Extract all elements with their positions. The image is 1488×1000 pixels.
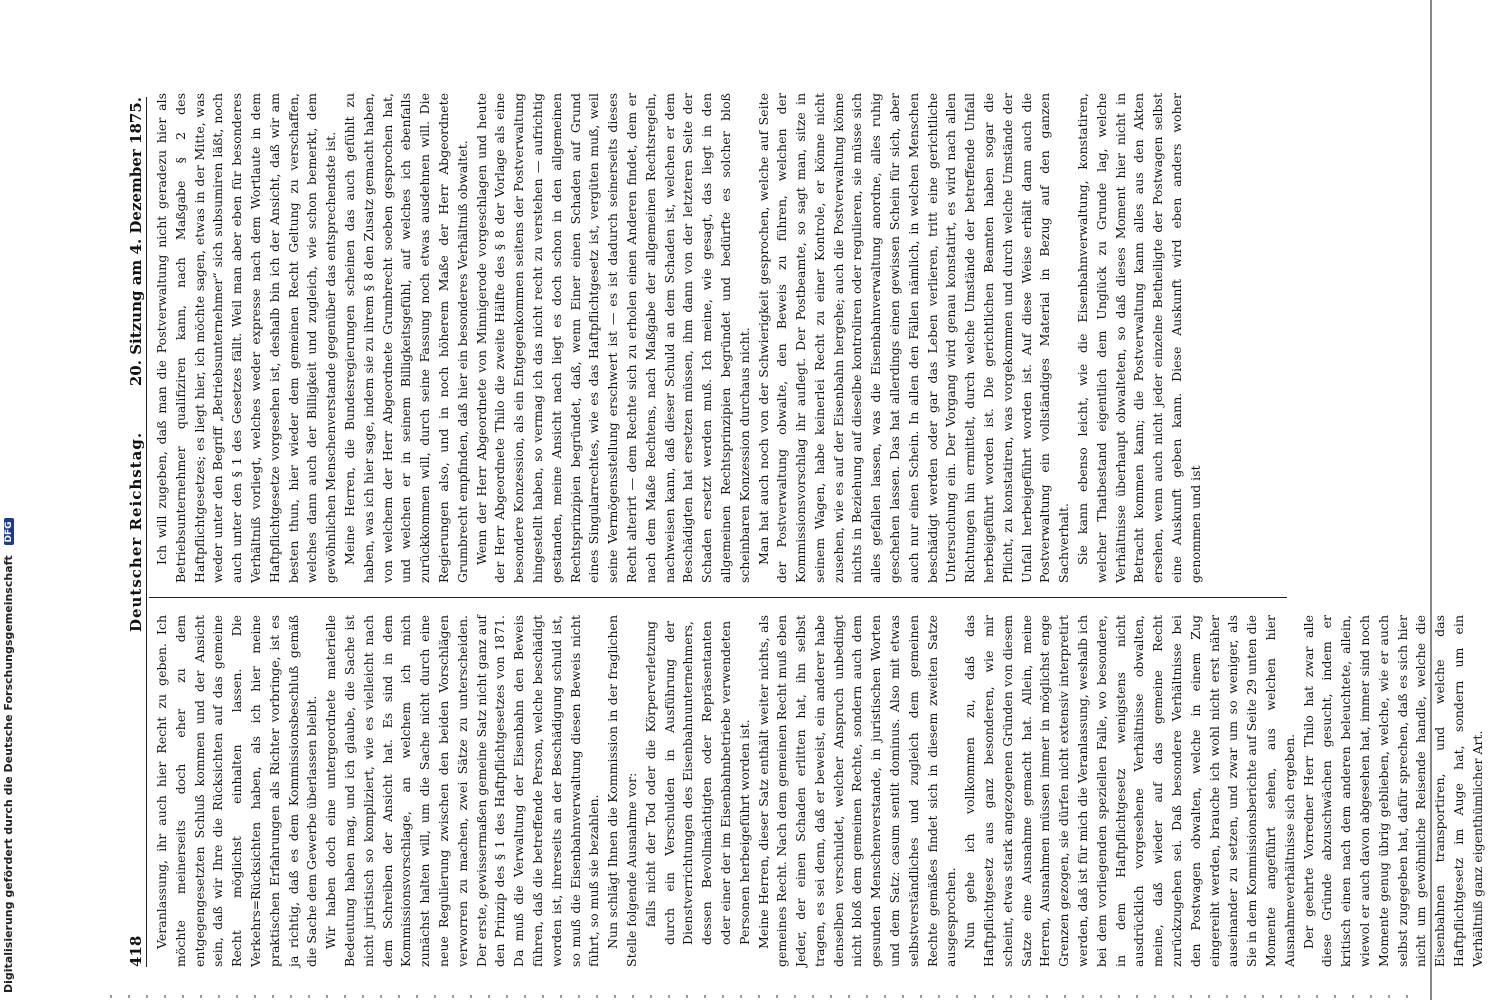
paragraph: Meine Herren, die Bundesregierungen scheinen das auch gefühlt zu haben, was ich hier sage, indem sie zu ihrem § 8 den Zusatz gemacht haben, von welchem der Herr Abgeordnete Grumbrecht soeben gesprochen hat, und welchen er in seinem Billigkeitsgefühl, auf welches ich ebenfalls zurückkommen will, durch seine Fassung noch etwas ausdehnen will. Die Regierungen also, und in noch höherem Maße der Herr Abgeordnete Grumbrecht empfinden, daß hier ein besonderes Verhältniß obwaltet. [341,93,470,583]
session-date: 20. Sitzung am 4. Dezember 1875. [127,97,145,387]
paragraph: Sie kann ebenso leicht, wie die Eisenbahnverwaltung, konstatiren, welcher Thatbestand eigentlich dem Unglück zu Grunde lag, welche Verhältnisse überhaupt obwalteten, so daß dieses Moment hier nicht in Betracht kommen kann; die Postverwaltung kann alles aus den Akten ersehen, wenn auch nicht jeder einzelne Betheiligte der Postwagen selbst eine Auskunft geben kann. Diese Auskunft wird eben anders woher genommen und ist [1075,93,1203,583]
left-column [153,615,1485,967]
right-column [153,93,1303,583]
paragraph: Ich will zugeben, daß man die Postverwaltung nicht geradezu hier als Betriebsunternehmer qualifiziren kann, nach Maßgabe § 2 des Haftpflichtgesetzes; es liegt hier, ich möchte sagen, etwas in der Mitte, was weder unter den Begriff „Betriebsunternehmer“ sich subsumiren läßt, noch auch unter den § 1 des Gesetzes fällt. Weil man aber eben für besonderes Verhältniß vorliegt, welches weder expresse nach dem Wortlaute in dem Haftpflichtgesetze vorgesehen ist, deshalb bin ich der Ansicht, daß wir am besten thun, hier wieder dem gemeinen Recht Geltung zu verschaffen, welches dann auch der Billigkeit und zugleich, wie schon bemerkt, dem gewöhnlichen Menschenverstande gegenüber das entsprechendste ist. [154,93,339,583]
paragraph: Nun gehe ich vollkommen zu, daß das Haftpflichtgesetz aus ganz besonderen, wie mir scheint, etwas stark angezogenen Gründen von diesem Satze eine Ausnahme gemacht hat. Allein, meine Herren, Ausnahmen müssen immer in möglichst enge Grenzen gezogen, sie dürfen nicht extensiv interpretirt werden, daß ist für mich die Veranlassung, weshalb ich bei dem vorliegenden speziellen Falle, wo besondere, in dem Haftpflichtgesetz wenigstens nicht ausdrücklich vorgesehene Verhältnisse obwalten, meine, daß wieder auf das gemeine Recht zurückzugehen sei. Daß besondere Verhältnisse bei den Postwagen obwalten, welche in einem Zug eingereiht werden, brauche ich wohl nicht erst näher auseinander zu setzen, und zwar um so weniger, als Sie in dem Kommissionsberichte auf Seite 29 unten die Momente angeführt sehen, aus welchen hier Ausnahmeverhältnisse sich ergeben. [962,615,1297,967]
paragraph: Veranlassung, ihr auch hier Recht zu geben. Ich möchte meinerseits doch eher zu dem entgegengesetzten Schluß kommen und der Ansicht sein, daß wir Ihre die Rücksichten auf das gemeine Recht möglichst einhalten lassen. Die Verkehrs=Rücksichten haben, als ich hier meine praktischen Erfahrungen als Richter vorbringe, ist es ja richtig, daß es dem Kommissionsbeschluß gemäß die Sache dem Gewerbe überlassen bleibt. [154,615,320,967]
paragraph: Wir haben doch eine untergeordnete materielle Bedeutung haben mag, und ich glaube, die Sache ist nicht juristisch so kompliziert, wie es vielleicht nach dem Schreiben der Ansicht hat. Es sind in dem Kommissionsvorschlage, an welchem ich mich zunächst halten will, um die Sache nicht durch eine neue Regulierung zwischen den beiden Vorschlägen verworren zu machen, zwei Sätze zu unterscheiden. Der erste, gewissermaßen gemeine Satz nicht ganz auf den Prinzip des § 1 des Haftpflichtgesetzes von 1871. Da muß die Verwaltung der Eisenbahn den Beweis führen, daß die betreffende Person, welche beschädigt worden ist, ihrerseits an der Beschädigung schuld ist, so muß die Eisenbahnverwaltung diesen Beweis nicht führt, so muß sie bezahlen. [323,615,602,967]
header-rule [146,97,147,967]
digitization-credit [2,3,18,993]
column-divider [149,597,1287,598]
page-number: 418 [127,935,145,967]
dfg-logo: DFG [4,518,14,545]
rotated-page [95,85,1485,993]
scan-noise [110,995,1412,998]
paragraph: Nun schlägt Ihnen die Kommission in der fraglichen Stelle folgende Ausnahme vor: [605,615,639,967]
credit-text: Digitalisierung gefördert durch die Deutsche Forschungsgemeinschaft [2,555,15,993]
running-title: Deutscher Reichstag. [127,431,145,633]
paragraph: Man hat auch noch von der Schwierigkeit gesprochen, welche auf Seite der Postverwaltung obwalte, den Beweis zu führen, welchen der Kommissionsvorschlag ihr auflegt. Der Postbeamte, so sagt man, sitze in seinem Wagen, habe keinerlei Recht zu einer Kontrole, er könne nicht zusehen, wie es auf der Eisenbahn hergehe; auch die Postverwaltung könne nichts in Beziehung auf dieselbe kontroliren oder regulieren, sie müsse sich alles gefallen lassen, was die Eisenbahnverwaltung anordne, alles ruhig geschehen lassen. Das hat allerdings einen gewissen Schein für sich, aber auch nur einen Schein. In allen den Fällen nämlich, in welchen Menschen beschädigt werden oder gar das Leben verlieren, tritt eine gerichtliche Untersuchung ein. Der Vorgang wird genau konstatirt, es wird nach allen Richtungen hin ermittelt, durch welche Umstände der betreffende Unfall herbeigeführt worden ist. Die gerichtlichen Beamten haben sogar die Pflicht, zu konstatiren, was vorgekommen und durch welche Umstände der Unfall herbeigeführt worden ist. Auf diese Weise erhält dann auch die Postverwaltung ein vollständiges Material in Bezug auf den ganzen Sachverhalt. [755,93,1072,583]
paragraph: Der geehrte Vorredner Herr Thilo hat zwar alle diese Gründe abzuschwächen gesucht, indem er kritisch einen nach dem anderen beleuchtete, allein, wiewol er auch davon abgesehen hat, immer sind noch Momente genug übrig geblieben, welche, wie er auch selbst zugegeben hat, dafür sprechen, daß es sich hier nicht um gewöhnliche Reisende handle, welche die Eisenbahnen transportiren, und welche das Haftpflichtgesetz im Auge hat, sondern um ein Verhältniß ganz eigenthümlicher Art. [1300,615,1485,967]
scan-edge [1430,0,1432,1000]
paragraph: Meine Herren, dieser Satz enthält weiter nichts, als gemeines Recht. Nach dem gemeinen Recht muß eben Jeder, der einen Schaden erlitten hat, ihn selbst tragen, es sei denn, daß er beweist, ein anderer habe denselben verschuldet, welcher Anspruch unbedingt nicht bloß dem gemeinen Rechte, sondern auch dem gesunden Menschenverstande, in juristischen Worten und dem Satz: casum sentit dominus. Also mit etwas selbstverständliches und zugleich dem gemeinen Rechte gemäßes findet sich in diesem zweiten Satze ausgesprochen. [755,615,959,967]
paragraph: Wenn der Herr Abgeordnete von Minnigerode vorgeschlagen und heute der Herr Abgeordnete Thilo die zweite Hälfte des § 8 der Vorlage als eine besondere Konzession, als ein Entgegenkommen seitens der Postverwaltung hingestellt haben, so vermag ich das nicht recht zu verstehen — aufrichtig gestanden, meine Ansicht nach liegt es doch schon in den allgemeinen Rechtsprinzipien begründet, daß, wenn Einer einen Schaden auf Grund eines Singularrechtes, wie es das Haftpflichtgesetz ist, vergüten muß, weil seine Vermögensstellung erschwert ist — es ist dadurch seinerseits dieses Recht alterirt — dem Rechte sich zu erholen einen Anderen findet, dem er nach dem Maße Rechtens, nach Maßgabe der allgemeinen Rechtsregeln, nachweisen kann, daß dieser Schuld an dem Schaden ist, welchen er dem Beschädigten hat ersetzen müssen, ihm dann von der letzteren Seite der Schaden ersetzt werden muß. Ich meine, wie gesagt, das liegt in den allgemeinen Rechtsprinzipien begründet und bedürfte es solcher bloß scheinbaren Konzession durchaus nicht. [473,93,752,583]
paragraph: falls nicht der Tod oder die Körperverletzung durch ein Verschulden in Ausführung der Dienstverrichtungen des Eisenbahnunternehmers, dessen Bevollmächtigten oder Repräsentanten oder einer der im Eisenbahnbetriebe verwendeten Personen herbeigeführt worden ist. [642,621,752,945]
